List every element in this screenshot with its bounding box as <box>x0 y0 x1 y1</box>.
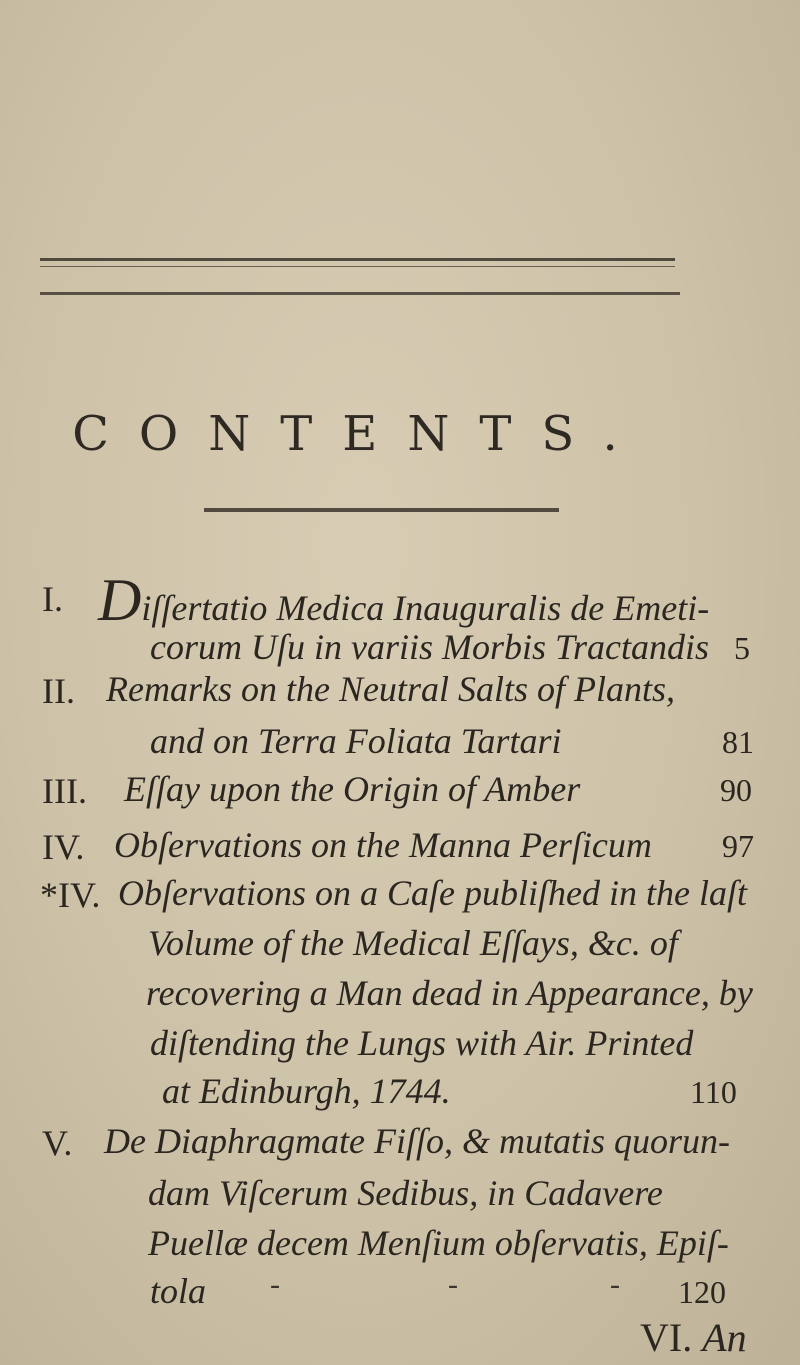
entry-page-number: 110 <box>690 1074 737 1110</box>
entry-page-number: 120 <box>678 1274 726 1310</box>
entry-numeral: *IV. <box>40 875 101 915</box>
entry-line: Remarks on the Neutral Salts of Plants, <box>106 669 675 709</box>
entry-line: diſtending the Lungs with Air. Printed <box>150 1023 694 1063</box>
entry-text: iſſertatio Medica Inauguralis de Emeti- <box>141 588 710 628</box>
leader-dot: - <box>610 1268 620 1301</box>
leader-dot: - <box>270 1268 280 1301</box>
top-rule <box>40 258 675 261</box>
page-title: CONTENTS. <box>72 406 648 462</box>
entry-numeral: I. <box>42 579 63 619</box>
entry-line: Eſſay upon the Origin of Amber <box>124 769 581 809</box>
entry-page-number: 90 <box>720 772 752 808</box>
drop-cap: D <box>98 567 142 633</box>
entry-page-number: 97 <box>722 828 754 864</box>
catchword <box>640 1314 747 1361</box>
entry-numeral: II. <box>42 671 75 711</box>
catchword-numeral: VI. <box>640 1315 693 1360</box>
entry-line <box>98 566 709 635</box>
entry-line: Volume of the Medical Eſſays, &c. of <box>148 923 678 963</box>
entry-page-number: 5 <box>734 630 750 666</box>
entry-page-number: 81 <box>722 724 754 760</box>
entry-numeral: IV. <box>42 827 85 867</box>
entry-line: Puellæ decem Menſium obſervatis, Epiſ- <box>148 1223 729 1263</box>
entry-line: corum Uſu in variis Morbis Tractandis <box>150 627 710 667</box>
heading-rule <box>204 508 559 512</box>
top-rule-thin <box>40 266 675 267</box>
entry-line: Obſervations on a Caſe publiſhed in the laſt <box>118 873 747 913</box>
entry-line: and on Terra Foliata Tartari <box>150 721 562 761</box>
top-rule-lower <box>40 292 680 295</box>
catchword-word: An <box>702 1315 747 1360</box>
entry-numeral: V. <box>42 1123 73 1163</box>
entry-numeral: III. <box>42 771 87 811</box>
entry-line: Obſervations on the Manna Perſicum <box>114 825 652 865</box>
entry-line: at Edinburgh, 1744. <box>162 1071 451 1111</box>
entry-line: dam Viſcerum Sedibus, in Cadavere <box>148 1173 663 1213</box>
entry-line: De Diaphragmate Fiſſo, & mutatis quorun- <box>104 1121 730 1161</box>
entry-line: recovering a Man dead in Appearance, by <box>146 973 753 1013</box>
entry-line: tola <box>150 1271 207 1311</box>
leader-dot: - <box>448 1268 458 1301</box>
